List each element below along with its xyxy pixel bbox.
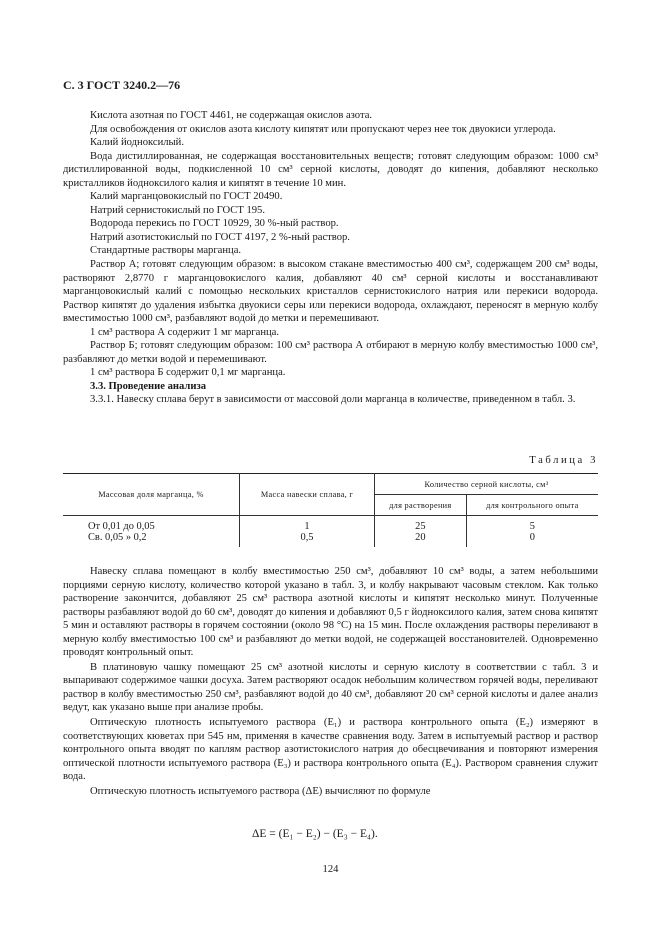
paragraph: В платиновую чашку помещают 25 см³ азотной кислоты и серную кислоту в соответствии с табл. 3 и выпаривают содержимое чашки досуха. Затем растворяют осадок небольшим количеством горячей воды, переливают раствор в колбу вместимостью 250 см³, разбавляют водой до 40 см³, добавляют 20 см³ серной кислоты и далее анализ ведут, как указано выше при анализе пробы. (63, 661, 598, 714)
procedure-text (63, 565, 598, 798)
column-header-control: для контрольного опыта (466, 495, 598, 516)
table-row (63, 516, 598, 533)
page-header: С. 3 ГОСТ 3240.2—76 (63, 78, 181, 92)
column-header-solution: для растворения (375, 495, 467, 516)
paragraph: Навеску сплава помещают в колбу вместимостью 250 см³, добавляют 10 см³ воды, а затем небольшими порциями серную кислоту, количество которой указано в табл. 3, и колбу накрывают часовым стеклом. Как только растворение закончится, добавляют 25 см³ раствора азотной кислоты и кипятят несколько минут. Полученные растворы разбавляют водой до 60 см³, доводят до кипения и добавляют 0,5 г йодноксилого калия, затем снова кипятят 5 мин и оставляют растворы в горячем состоянии (около 98 °С) на 15 мин. После охлаждения растворы переливают в мерную колбу вместимостью 100 см³ и разбавляют до метки водой, не содержащей восстановителей. Одновременно проводят контрольный опыт. (63, 566, 598, 659)
section-heading: 3.3. Проведение анализа (90, 380, 206, 392)
paragraph: Стандартные растворы марганца. (90, 245, 242, 257)
cell-mass: 0,5 (240, 532, 375, 547)
paragraph: Натрий азотистокислый по ГОСТ 4197, 2 %-ный раствор. (90, 231, 350, 243)
table-3 (63, 473, 598, 547)
table-row (63, 532, 598, 547)
paragraph: Раствор Б; готовят следующим образом: 100 см³ раствора А отбирают в мерную колбу вместимостью 1000 см³, разбавляют до метки водой и перемешивают. (63, 340, 598, 365)
cell-control: 5 (529, 521, 535, 532)
column-header-acid-group: Количество серной кислоты, см³ (375, 474, 599, 495)
paragraph: Оптическую плотность испытуемого раствора (E₁) и раствора контрольного опыта (E₂) измеряют в соответствующих кюветах при 545 нм, применяя в качестве сравнения воду. Затем в испытуемый раствор и раствор контрольного опыта вводят по каплям раствор азотистокислого натрия до обесцвечивания и повторяют измерения оптической плотности испытуемого раствора (E₃) и раствора контрольного опыта (E₄). Раствором сравнения служит вода. (63, 717, 598, 783)
paragraph: Калий йодноксилый. (90, 137, 184, 149)
reagents-text (63, 109, 598, 407)
cell-solution: 20 (375, 532, 467, 547)
clause-3-3-1: 3.3.1. Навеску сплава берут в зависимости от массовой доли марганца в количестве, приведенном в табл. 3. (90, 394, 576, 406)
cell-mass: 1 (240, 516, 375, 533)
column-header-mass: Масса навески сплава, г (240, 474, 375, 516)
paragraph: Раствор А; готовят следующим образом: в высоком стакане вместимостью 400 см³, содержащем 200 см³ воды, растворяют 2,8770 г марганцовокислого калия, добавляют 40 см³ серной кислоты и восстанавливают марганцовокислый калий с помощью нескольких кристаллов сернистокислого натрия или перекиси водорода. Раствор кипятят до удаления избытка двуокиси серы или перекиси водорода, охлаждают, переносят в мерную колбу вместимостью 1000 см³, разбавляют водой до метки и перемешивают. (63, 259, 598, 325)
column-header-fraction: Массовая доля марганца, % (63, 474, 240, 516)
paragraph: Натрий сернистокислый по ГОСТ 195. (90, 204, 265, 216)
paragraph: Для освобождения от окислов азота кислоту кипятят или пропускают через нее ток двуокиси углерода. (90, 123, 556, 135)
cell-fraction: От 0,01 до 0,05 (88, 521, 155, 532)
cell-solution: 25 (375, 516, 467, 533)
paragraph: 1 см³ раствора А содержит 1 мг марганца. (90, 326, 280, 338)
paragraph: Калий марганцовокислый по ГОСТ 20490. (90, 191, 283, 203)
paragraph: Вода дистиллированная, не содержащая восстановительных веществ; готовят следующим образом: 1000 см³ дистиллированной воды, подкисленной 10 см³ серной кислоты, доводят до кипения, добавляют несколько кристалликов йодноксилого калия и кипятят в течение 10 мин. (63, 150, 598, 189)
paragraph: Оптическую плотность испытуемого раствора (ΔE) вычисляют по формуле (90, 785, 431, 797)
paragraph: Водорода перекись по ГОСТ 10929, 30 %-ный раствор. (90, 218, 339, 230)
page-number: 124 (322, 864, 339, 875)
paragraph: Кислота азотная по ГОСТ 4461, не содержащая окислов азота. (90, 110, 373, 121)
cell-control: 0 (529, 532, 535, 543)
paragraph: 1 см³ раствора Б содержит 0,1 мг марганца. (90, 367, 286, 379)
cell-fraction: Св. 0,05 » 0,2 (88, 532, 147, 543)
formula: ΔE = (E₁ − E₂) − (E₃ − E₄). (252, 828, 378, 840)
table-caption: Таблица 3 (529, 455, 598, 466)
